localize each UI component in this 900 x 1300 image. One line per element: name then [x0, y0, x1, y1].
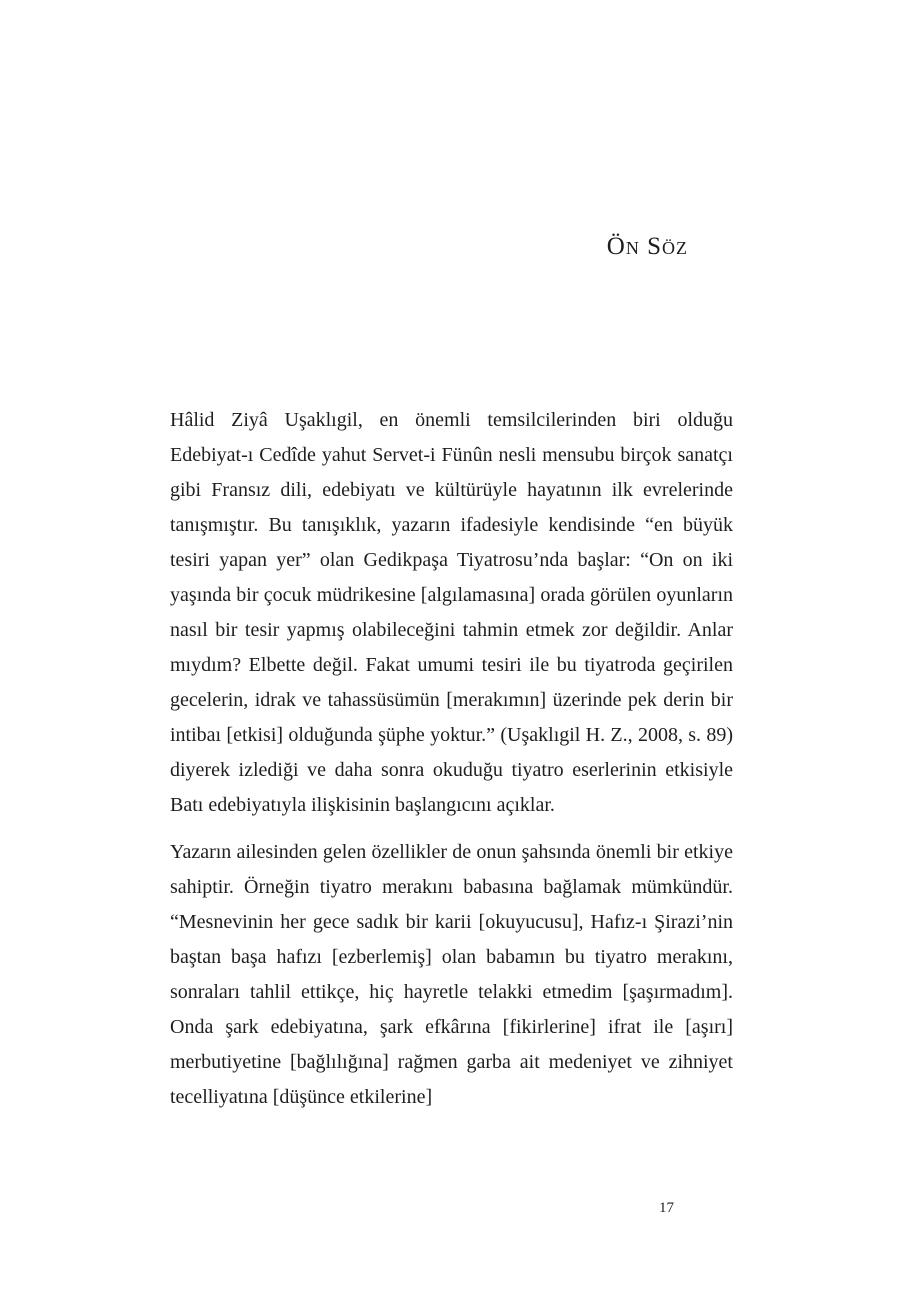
body-text: [170, 403, 733, 1115]
page-number: 17: [659, 1200, 674, 1216]
chapter-heading: Ön Söz: [606, 233, 688, 260]
paragraph-2: Yazarın ailesinden gelen özellikler de onun şahsında önemli bir etkiye sahiptir. Örneğin tiyatro merakını babasına bağlamak mümkündür. “Mesnevinin her gece sadık bir karii [okuyucusu], Hafız-ı Şirazi’nin baştan başa hafızı [ezberlemiş] olan babamın bu tiyatro merakını, sonraları tahlil ettikçe, hiç hayretle telakki etmedim [şaşırmadım]. Onda şark edebiyatına, şark efkârına [fikirlerine] ifrat ile [aşırı] merbutiyetine [bağlılığına] rağmen garba ait medeniyet ve zihniyet tecelliyatına [düşünce etkilerine]: [170, 841, 733, 1108]
paragraph-1: Hâlid Ziyâ Uşaklıgil, en önemli temsilcilerinden biri olduğu Edebiyat-ı Cedîde yahut Servet-i Fünûn nesli mensubu birçok sanatçı gibi Fransız dili, edebiyatı ve kültürüyle hayatının ilk evrelerinde tanışmıştır. Bu tanışıklık, yazarın ifadesiyle kendisinde “en büyük tesiri yapan yer” olan Gedikpaşa Tiyatrosu’nda başlar: “On on iki yaşında bir çocuk müdrikesine [algılamasına] orada görülen oyunların nasıl bir tesir yapmış olabileceğini tahmin etmek zor değildir. Anlar mıydım? Elbette değil. Fakat umumi tesiri ile bu tiyatroda geçirilen gecelerin, idrak ve tahassüsümün [merakımın] üzerinde pek derin bir intibaı [etkisi] olduğunda şüphe yoktur.” (Uşaklıgil H. Z., 2008, s. 89) diyerek izlediği ve daha sonra okuduğu tiyatro eserlerinin etkisiyle Batı edebiyatıyla ilişkisinin başlangıcını açıklar.: [170, 409, 733, 816]
